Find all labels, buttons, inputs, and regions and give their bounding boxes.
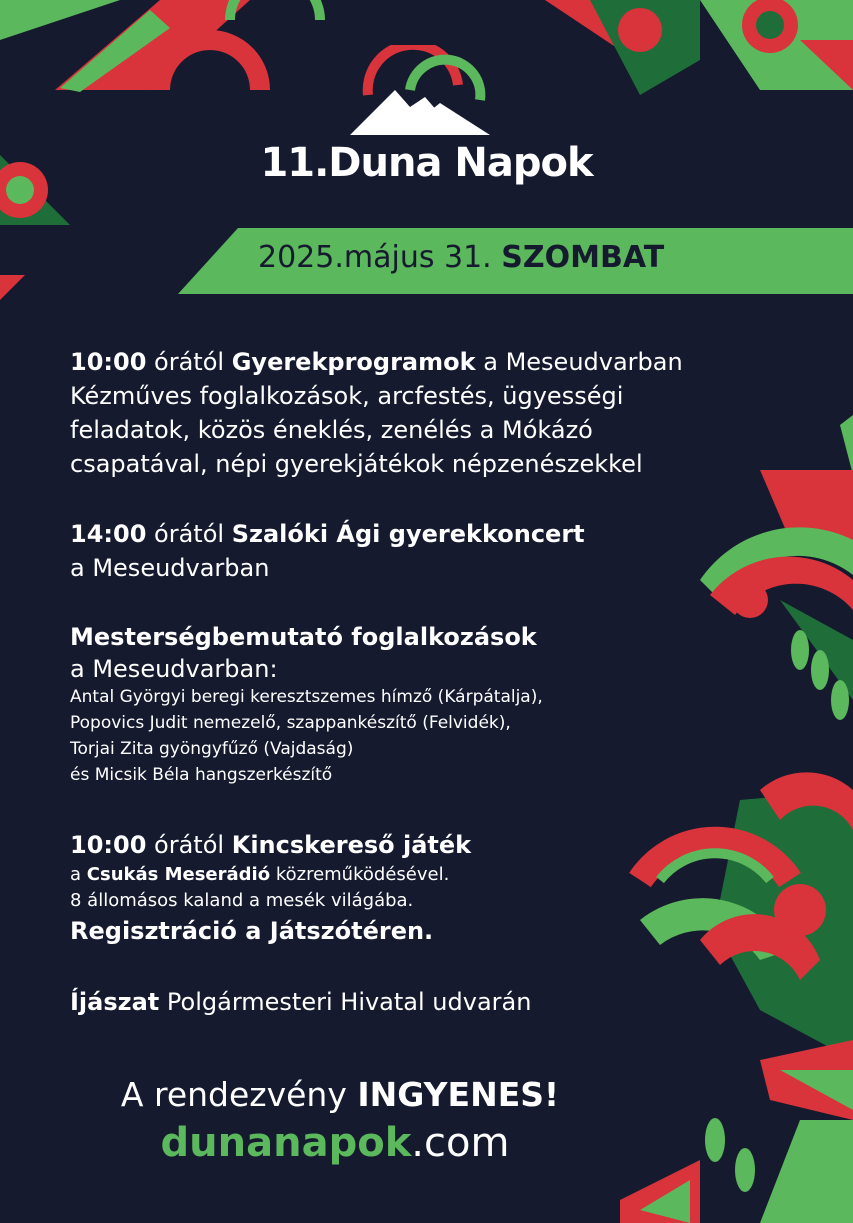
program-name: Kincskereső játék: [231, 831, 472, 859]
program-name: Íjászat: [70, 988, 160, 1016]
program-desc-line: csapatával, népi gyerekjátékok népzenészekkel: [70, 450, 643, 478]
program-place: a Meseudvarban: [483, 348, 683, 376]
website-link[interactable]: [0, 1120, 670, 1166]
program-time: 10:00: [70, 831, 147, 859]
website-name: dunanapok: [160, 1120, 412, 1166]
free-entry-note: [0, 1075, 680, 1114]
free-entry-bold: INGYENES!: [357, 1075, 560, 1114]
website-domain: .com: [411, 1120, 510, 1166]
program-time: 10:00: [70, 348, 147, 376]
program-desc-line: Kézműves foglalkozások, arcfestés, ügyességi: [70, 382, 624, 410]
program-line: 8 állomásos kaland a mesék világába.: [70, 890, 414, 911]
event-title: 11.Duna Napok: [260, 140, 593, 186]
program-from: órától: [154, 348, 225, 376]
date-banner: [178, 228, 853, 294]
program-from: órától: [154, 520, 225, 548]
program-crafts: [70, 620, 770, 788]
program-treasure-hunt: [70, 828, 770, 948]
program-line: Antal Györgyi beregi keresztszemes hímző (Kárpátalja),: [70, 687, 543, 707]
event-day: SZOMBAT: [501, 240, 665, 275]
mountain-logo: [340, 45, 500, 140]
program-children: [70, 345, 770, 481]
event-date: 2025.május 31.: [258, 240, 492, 275]
program-text: a: [70, 864, 82, 885]
program-time: 14:00: [70, 520, 147, 548]
program-place: Polgármesteri Hivatal udvarán: [166, 988, 532, 1016]
program-concert: [70, 517, 770, 585]
program-partner: Csukás Meserádió: [86, 864, 271, 885]
free-entry-text: A rendezvény: [120, 1075, 347, 1114]
program-name: Mesterségbemutató foglalkozások: [70, 623, 537, 651]
program-text: közreműködésével.: [275, 864, 450, 885]
program-name: Gyerekprogramok: [231, 348, 476, 376]
program-line: Torjai Zita gyöngyfűző (Vajdaság): [70, 739, 354, 759]
program-desc-line: feladatok, közös éneklés, zenélés a Mókázó: [70, 416, 593, 444]
program-line: Popovics Judit nemezelő, szappankészítő (Felvidék),: [70, 713, 511, 733]
program-line: és Micsik Béla hangszerkészítő: [70, 765, 333, 785]
program-place: a Meseudvarban: [70, 554, 270, 582]
program-place: a Meseudvarban:: [70, 655, 278, 683]
program-registration: Regisztráció a Játszótéren.: [70, 917, 434, 945]
program-from: órától: [154, 831, 225, 859]
program-archery: [70, 985, 770, 1019]
date-text: [258, 240, 664, 275]
program-name: Szalóki Ági gyerekkoncert: [231, 520, 585, 548]
